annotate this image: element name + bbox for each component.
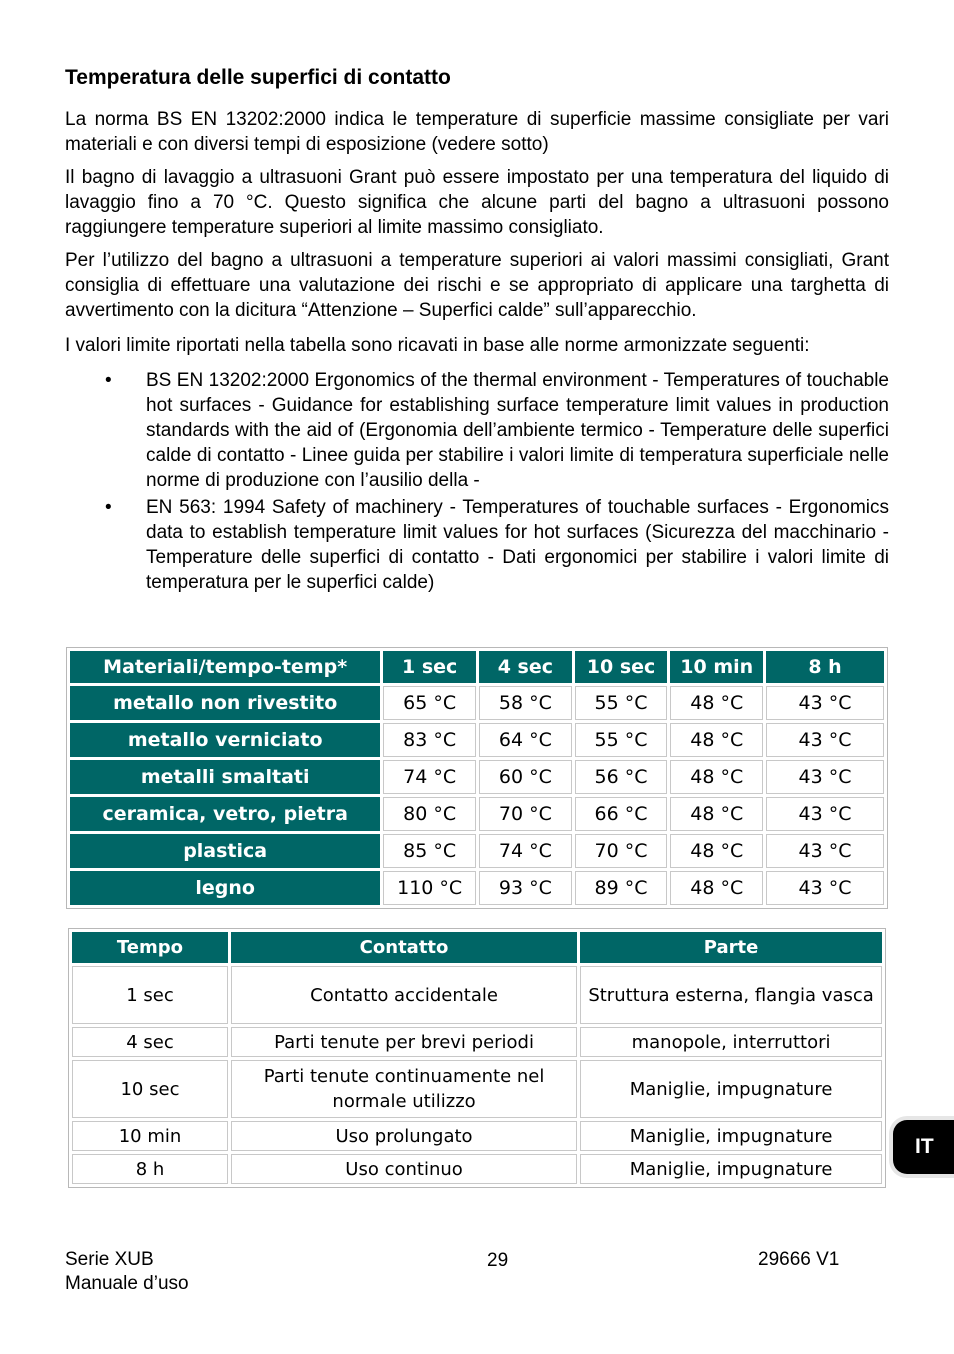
temperature-table [66, 647, 888, 909]
column-header: 8 h [766, 651, 884, 683]
table-cell: 55 °C [575, 686, 668, 720]
table-cell: Maniglie, impugnature [580, 1154, 882, 1184]
table-cell: 48 °C [670, 834, 763, 868]
list-item [65, 368, 889, 493]
table-row [70, 871, 884, 905]
column-header: Contatto [231, 932, 577, 963]
table-cell: 74 °C [383, 760, 476, 794]
footer-doc-code: 29666 V1 [758, 1249, 840, 1270]
paragraph-recommendation: Per l’utilizzo del bagno a ultrasuoni a temperature superiori ai valori massimi consigliati, Grant consiglia di effettuare una valutazione dei rischi e se appropriato di applicare una targhetta di avvertimento con la dicitura “Attenzione – Superfici calde” sull’apparecchio. [65, 250, 889, 321]
table-row [72, 966, 882, 1024]
contact-table [68, 928, 886, 1188]
table-row [70, 723, 884, 757]
table-cell: 80 °C [383, 797, 476, 831]
table-cell: 55 °C [575, 723, 668, 757]
table-row [70, 834, 884, 868]
language-tab: IT [893, 1120, 954, 1174]
column-header: 1 sec [383, 651, 476, 683]
row-header: metallo non rivestito [70, 686, 380, 720]
table-cell: Maniglie, impugnature [580, 1060, 882, 1118]
table-row [72, 1060, 882, 1118]
section-heading: Temperatura delle superfici di contatto [65, 66, 451, 89]
table-row [70, 797, 884, 831]
table-header-row [70, 651, 884, 683]
table-header-row [72, 932, 882, 963]
row-header: plastica [70, 834, 380, 868]
list-item-text: EN 563: 1994 Safety of machinery - Temperatures of touchable surfaces - Ergonomics data to establish temperature limit values for hot surfaces (Sicurezza del macchinario - Temperature delle superfici di contatto - Dati ergonomici per stabilire i valori limite di temperatura per le superfici calde) [146, 497, 889, 593]
row-header: legno [70, 871, 380, 905]
paragraph-norms-intro: I valori limite riportati nella tabella sono ricavati in base alle norme armonizzate seguenti: [65, 335, 810, 356]
table-cell: 66 °C [575, 797, 668, 831]
table-cell: Uso prolungato [231, 1121, 577, 1151]
table-row [72, 1121, 882, 1151]
list-item-text: BS EN 13202:2000 Ergonomics of the thermal environment - Temperatures of touchable hot surfaces - Guidance for establishing surface temperature limit values in production standards with the aid of (Ergonomia dell’ambiente termico - Temperature delle superfici calde di contatto - Linee guida per stabilire i valori limite di temperatura superficiale nelle norme di produzione con l’ausilio della - [146, 370, 889, 491]
row-header: metalli smaltati [70, 760, 380, 794]
row-header: metallo verniciato [70, 723, 380, 757]
table-cell: 93 °C [479, 871, 572, 905]
table-row [70, 760, 884, 794]
table-cell: 48 °C [670, 871, 763, 905]
table-cell: 48 °C [670, 686, 763, 720]
table-cell: 43 °C [766, 871, 884, 905]
table-row [70, 686, 884, 720]
table-row [72, 1154, 882, 1184]
bullet-icon: • [105, 370, 112, 391]
table-cell: 60 °C [479, 760, 572, 794]
footer-series: Serie XUB [65, 1249, 154, 1270]
row-header: ceramica, vetro, pietra [70, 797, 380, 831]
table-cell: 1 sec [72, 966, 228, 1024]
table-cell: 43 °C [766, 686, 884, 720]
page-content [65, 64, 889, 597]
list-item [65, 495, 889, 595]
table-cell: 4 sec [72, 1027, 228, 1057]
table-cell: Uso continuo [231, 1154, 577, 1184]
table-cell: 43 °C [766, 723, 884, 757]
table-cell: 83 °C [383, 723, 476, 757]
column-header: Materiali/tempo-temp* [70, 651, 380, 683]
column-header: 4 sec [479, 651, 572, 683]
column-header: 10 min [670, 651, 763, 683]
table-cell: Contatto accidentale [231, 966, 577, 1024]
table-cell: 48 °C [670, 723, 763, 757]
column-header: 10 sec [575, 651, 668, 683]
bullet-icon: • [105, 497, 112, 518]
table-cell: 70 °C [479, 797, 572, 831]
table-cell: Parti tenute per brevi periodi [231, 1027, 577, 1057]
table-cell: 10 sec [72, 1060, 228, 1118]
table-cell: manopole, interruttori [580, 1027, 882, 1057]
table-cell: 110 °C [383, 871, 476, 905]
norms-list [65, 368, 889, 595]
table-cell: 43 °C [766, 834, 884, 868]
paragraph-standard: La norma BS EN 13202:2000 indica le temperature di superficie massime consigliate per vari materiali e con diversi tempi di esposizione (vedere sotto) [65, 109, 889, 155]
table-cell: 64 °C [479, 723, 572, 757]
table-cell: 10 min [72, 1121, 228, 1151]
table-cell: 89 °C [575, 871, 668, 905]
table-cell: 48 °C [670, 760, 763, 794]
table-cell: 8 h [72, 1154, 228, 1184]
table-cell: Struttura esterna, flangia vasca [580, 966, 882, 1024]
column-header: Tempo [72, 932, 228, 963]
table-cell: 70 °C [575, 834, 668, 868]
table-cell: 43 °C [766, 797, 884, 831]
table-cell: 85 °C [383, 834, 476, 868]
table-cell: 43 °C [766, 760, 884, 794]
table-cell: 65 °C [383, 686, 476, 720]
footer-left [65, 1248, 189, 1296]
column-header: Parte [580, 932, 882, 963]
table-cell: 58 °C [479, 686, 572, 720]
table-cell: Parti tenute continuamente nel normale utilizzo [231, 1060, 577, 1118]
page-number: 29 [487, 1250, 509, 1271]
table-cell: 74 °C [479, 834, 572, 868]
footer-manual: Manuale d’uso [65, 1273, 189, 1294]
table-cell: Maniglie, impugnature [580, 1121, 882, 1151]
table-cell: 56 °C [575, 760, 668, 794]
paragraph-temperature: Il bagno di lavaggio a ultrasuoni Grant può essere impostato per una temperatura del liquido di lavaggio fino a 70 °C. Questo significa che alcune parti del bagno a ultrasuoni possono raggiungere temperature superiori al limite massimo consigliato. [65, 167, 889, 238]
table-row [72, 1027, 882, 1057]
table-cell: 48 °C [670, 797, 763, 831]
